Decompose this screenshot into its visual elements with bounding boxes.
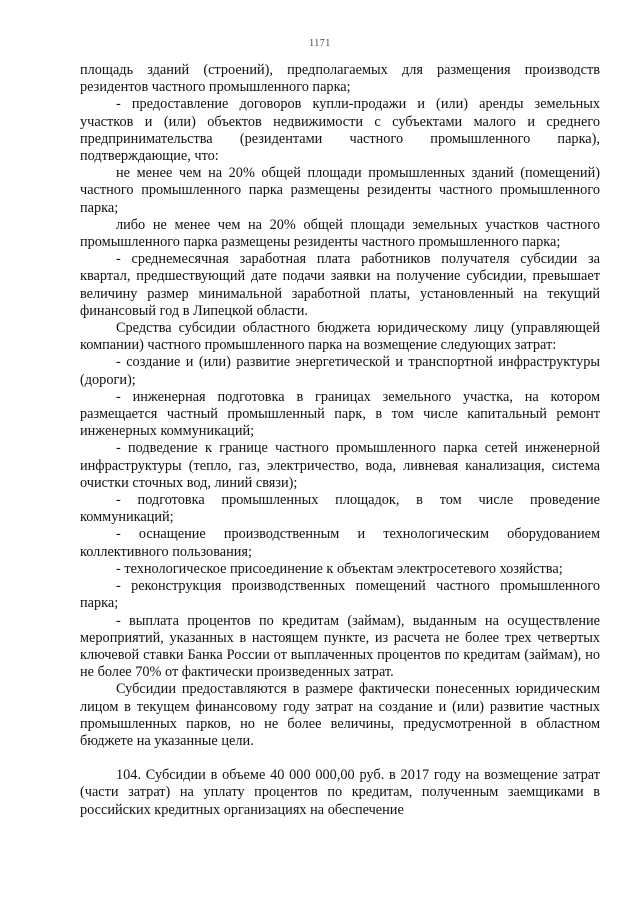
paragraph: - создание и (или) развитие энергетической и транспортной инфраструктуры (дороги); — [80, 354, 600, 388]
paragraph: - технологическое присоединение к объектам электросетевого хозяйства; — [116, 560, 563, 577]
document-body — [80, 62, 600, 819]
paragraph: - реконструкция производственных помещений частного промышленного парка; — [80, 578, 600, 612]
paragraph: - среднемесячная заработная плата работников получателя субсидии за квартал, предшествующий дате подачи заявки на получение субсидии, превышает величину размер минимальной заработной платы, установленный на текущий финансовый год в Липецкой области. — [80, 251, 600, 319]
paragraph: - оснащение производственным и технологическим оборудованием коллективного пользования; — [80, 526, 600, 560]
paragraph: Субсидии предоставляются в размере фактически понесенных юридическим лицом в текущем финансовому году затрат на создание и (или) развитие частных промышленных парков, но не более величины, предусмотренной в областном бюджете на указанные цели. — [80, 681, 600, 749]
paragraph: - подведение к границе частного промышленного парка сетей инженерной инфраструктуры (тепло, газ, электричество, вода, ливневая канализация, система очистки сточных вод, линий связи); — [80, 440, 600, 491]
page-number: 1171 — [309, 38, 331, 49]
paragraph: - выплата процентов по кредитам (займам), выданным на осуществление мероприятий, указанных в настоящем пункте, из расчета не более трех четвертых ключевой ставки Банка России от выплаченных процентов по кредитам (займам), но не более 70% от фактически произведенных затрат. — [80, 612, 600, 681]
paragraph: либо не менее чем на 20% общей площади земельных участков частного промышленного парка размещены резиденты частного промышленного парка; — [80, 216, 600, 251]
paragraph: - предоставление договоров купли-продажи и (или) аренды земельных участков и (или) объектов недвижимости с субъектами малого и среднего предпринимательства (резидентами частного промышленного парка), подтверждающие, что: — [80, 96, 600, 165]
paragraph: не менее чем на 20% общей площади промышленных зданий (помещений) частного промышленного парка размещены резиденты частного промышленного парка; — [80, 165, 600, 216]
paragraph: площадь зданий (строений), предполагаемых для размещения производств резидентов частного промышленного парка; — [80, 62, 600, 96]
paragraph: - инженерная подготовка в границах земельного участка, на котором размещается частный промышленный парк, в том числе капитальный ремонт инженерных коммуникаций; — [80, 388, 600, 440]
paragraph: 104. Субсидии в объеме 40 000 000,00 руб. в 2017 году на возмещение затрат (части затрат) на уплату процентов по кредитам, полученным заемщиками в российских кредитных организациях на обеспечение — [80, 767, 600, 818]
paragraph: - подготовка промышленных площадок, в том числе проведение коммуникаций; — [80, 492, 600, 526]
paragraph: Средства субсидии областного бюджета юридическому лицу (управляющей компании) частного промышленного парка на возмещение следующих затрат: — [80, 320, 600, 354]
